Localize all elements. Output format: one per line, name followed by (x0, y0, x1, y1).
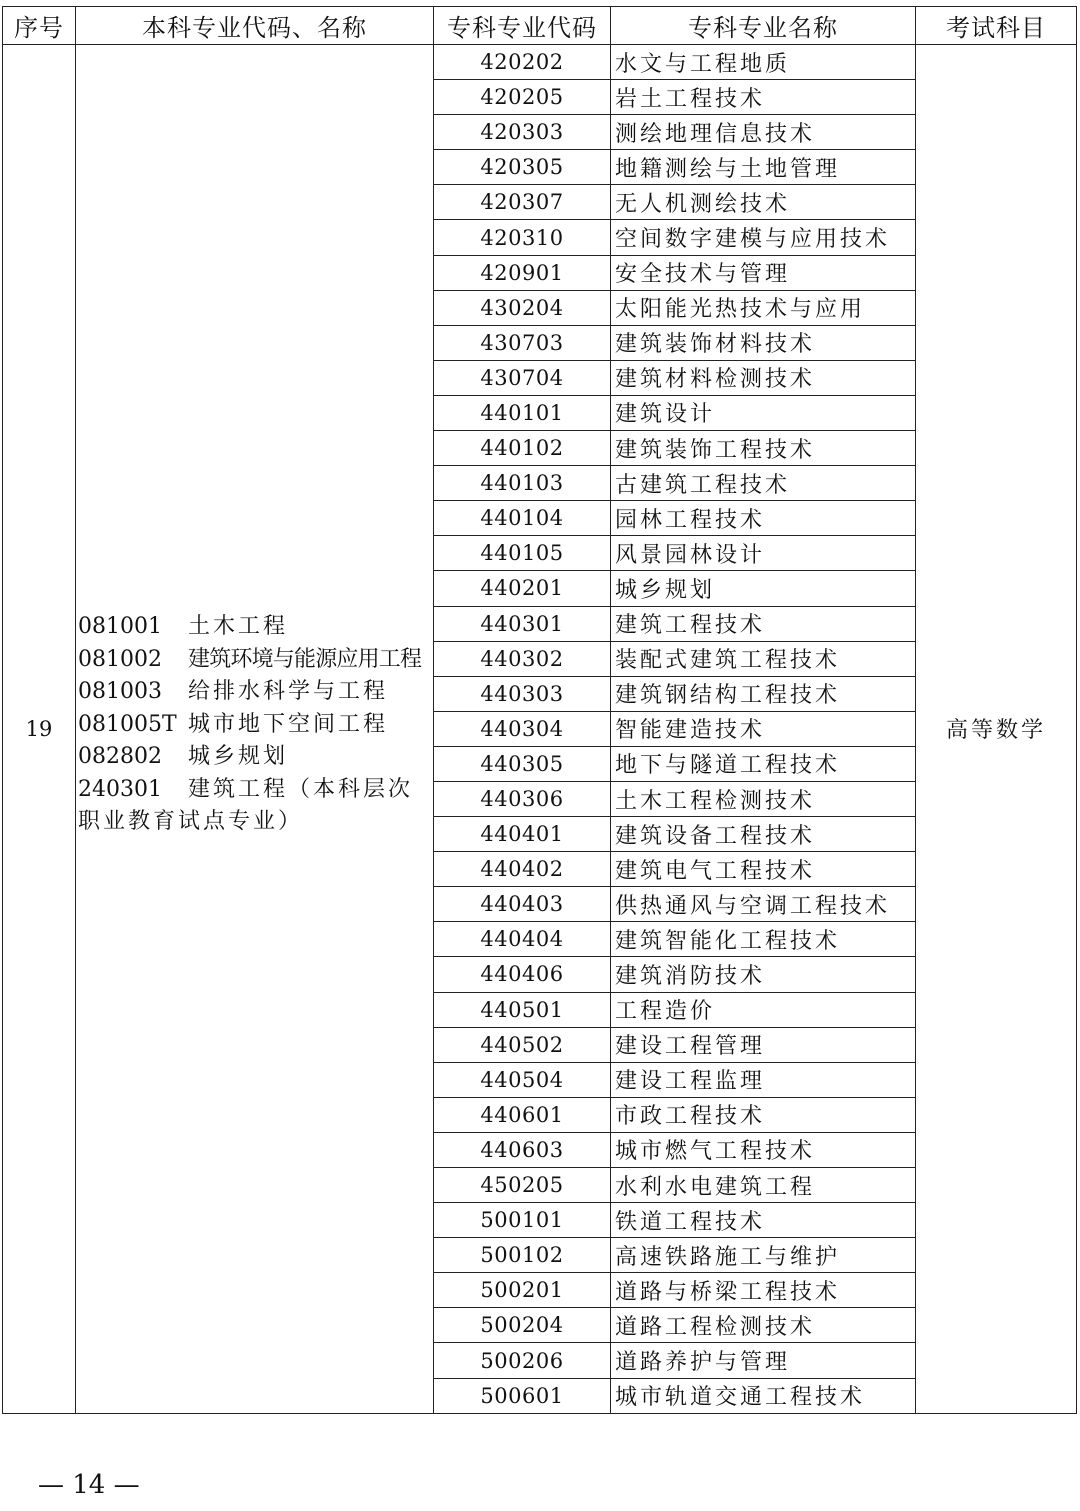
specialty-code: 440301 (434, 606, 611, 641)
specialty-code: 440401 (434, 817, 611, 852)
specialty-name: 城市燃气工程技术 (611, 1132, 916, 1167)
specialty-code: 440402 (434, 852, 611, 887)
specialty-name: 建筑设计 (611, 395, 916, 430)
specialty-name: 建筑设备工程技术 (611, 817, 916, 852)
specialty-code: 440603 (434, 1132, 611, 1167)
specialty-name: 建筑装饰材料技术 (611, 325, 916, 360)
specialty-name: 无人机测绘技术 (611, 185, 916, 220)
undergrad-major-code: 082802 (78, 744, 162, 769)
specialty-code: 440501 (434, 992, 611, 1027)
specialty-code: 420307 (434, 185, 611, 220)
specialty-name: 地下与隧道工程技术 (611, 746, 916, 781)
specialty-code: 420901 (434, 255, 611, 290)
specialty-code: 440104 (434, 501, 611, 536)
specialty-code: 440103 (434, 466, 611, 501)
undergrad-major-code: 081005T (78, 711, 177, 737)
specialty-code: 430703 (434, 325, 611, 360)
header-seq: 序号 (3, 7, 76, 45)
specialty-name: 地籍测绘与土地管理 (611, 150, 916, 185)
specialty-code: 500206 (434, 1343, 611, 1378)
specialty-code: 420202 (434, 45, 611, 80)
specialty-name: 市政工程技术 (611, 1097, 916, 1132)
specialty-name: 供热通风与空调工程技术 (611, 887, 916, 922)
specialty-code: 500201 (434, 1273, 611, 1308)
specialty-code: 440304 (434, 711, 611, 746)
specialty-name: 建筑钢结构工程技术 (611, 676, 916, 711)
page-content (2, 6, 1076, 1414)
specialty-name: 古建筑工程技术 (611, 466, 916, 501)
specialty-code: 430204 (434, 290, 611, 325)
header-exam-subject: 考试科目 (916, 7, 1077, 45)
specialty-code: 440201 (434, 571, 611, 606)
specialty-code: 440305 (434, 746, 611, 781)
undergrad-major-name: 城市地下空间工程 (188, 711, 389, 737)
undergrad-major-item (78, 611, 433, 644)
sequence-number: 19 (3, 45, 76, 1414)
specialty-name: 土木工程检测技术 (611, 781, 916, 816)
specialty-name: 城市轨道交通工程技术 (611, 1378, 916, 1413)
major-table (2, 6, 1077, 1414)
specialty-code: 440101 (434, 395, 611, 430)
specialty-name: 太阳能光热技术与应用 (611, 290, 916, 325)
specialty-code: 500102 (434, 1238, 611, 1273)
undergrad-major-name: 城乡规划 (188, 744, 289, 769)
header-specialty-code: 专科专业代码 (434, 7, 611, 45)
header-specialty-name: 专科专业名称 (611, 7, 916, 45)
specialty-code: 440404 (434, 922, 611, 957)
specialty-code: 440302 (434, 641, 611, 676)
undergrad-major-code: 081002 (78, 646, 162, 672)
specialty-code: 500601 (434, 1378, 611, 1413)
header-undergrad-major: 本科专业代码、名称 (76, 7, 434, 45)
specialty-name: 道路工程检测技术 (611, 1308, 916, 1343)
exam-subject: 高等数学 (916, 45, 1077, 1414)
specialty-name: 园林工程技术 (611, 501, 916, 536)
specialty-name: 建筑电气工程技术 (611, 852, 916, 887)
specialty-name: 建筑材料检测技术 (611, 360, 916, 395)
specialty-name: 铁道工程技术 (611, 1203, 916, 1238)
specialty-code: 440102 (434, 431, 611, 466)
specialty-name: 测绘地理信息技术 (611, 115, 916, 150)
specialty-code: 440303 (434, 676, 611, 711)
undergrad-major-code: 240301 (78, 776, 162, 802)
specialty-code: 420205 (434, 80, 611, 115)
undergrad-major-name: 给排水科学与工程 (188, 679, 389, 704)
undergrad-major-item (78, 774, 433, 807)
undergrad-major-item (78, 676, 433, 709)
header-row (3, 7, 1077, 45)
specialty-name: 岩土工程技术 (611, 80, 916, 115)
specialty-code: 440306 (434, 781, 611, 816)
table-body (3, 45, 1077, 1414)
specialty-name: 智能建造技术 (611, 711, 916, 746)
specialty-name: 城乡规划 (611, 571, 916, 606)
specialty-code: 440406 (434, 957, 611, 992)
specialty-code: 450205 (434, 1168, 611, 1203)
specialty-code: 440502 (434, 1027, 611, 1062)
specialty-code: 420310 (434, 220, 611, 255)
table-row (3, 45, 1077, 80)
page-number: — 14 — (38, 1470, 140, 1500)
specialty-code: 500101 (434, 1203, 611, 1238)
undergrad-major-name: 建筑工程（本科层次 (188, 776, 414, 802)
undergrad-major-name: 建筑环境与能源应用工程 (188, 646, 422, 672)
undergrad-major-item (78, 741, 433, 774)
specialty-code: 440105 (434, 536, 611, 571)
specialty-name: 装配式建筑工程技术 (611, 641, 916, 676)
specialty-name: 空间数字建模与应用技术 (611, 220, 916, 255)
undergrad-major-item (78, 709, 433, 742)
specialty-name: 道路与桥梁工程技术 (611, 1273, 916, 1308)
undergrad-major-item (78, 644, 433, 677)
undergrad-major-name: 土木工程 (188, 614, 289, 639)
specialty-name: 道路养护与管理 (611, 1343, 916, 1378)
specialty-code: 440601 (434, 1097, 611, 1132)
specialty-name: 建筑消防技术 (611, 957, 916, 992)
specialty-name: 风景园林设计 (611, 536, 916, 571)
specialty-code: 430704 (434, 360, 611, 395)
specialty-name: 高速铁路施工与维护 (611, 1238, 916, 1273)
undergrad-major-note: 职业教育试点专业） (78, 809, 304, 834)
specialty-code: 440403 (434, 887, 611, 922)
specialty-name: 建设工程监理 (611, 1062, 916, 1097)
undergrad-major-list (76, 45, 434, 1414)
undergrad-major-code: 081001 (78, 614, 162, 639)
specialty-name: 建设工程管理 (611, 1027, 916, 1062)
specialty-code: 440504 (434, 1062, 611, 1097)
undergrad-major-code: 081003 (78, 679, 162, 704)
specialty-code: 420305 (434, 150, 611, 185)
specialty-name: 水文与工程地质 (611, 45, 916, 80)
specialty-name: 水利水电建筑工程 (611, 1168, 916, 1203)
specialty-name: 建筑智能化工程技术 (611, 922, 916, 957)
specialty-code: 420303 (434, 115, 611, 150)
specialty-name: 建筑装饰工程技术 (611, 431, 916, 466)
specialty-code: 500204 (434, 1308, 611, 1343)
specialty-name: 工程造价 (611, 992, 916, 1027)
specialty-name: 建筑工程技术 (611, 606, 916, 641)
specialty-name: 安全技术与管理 (611, 255, 916, 290)
